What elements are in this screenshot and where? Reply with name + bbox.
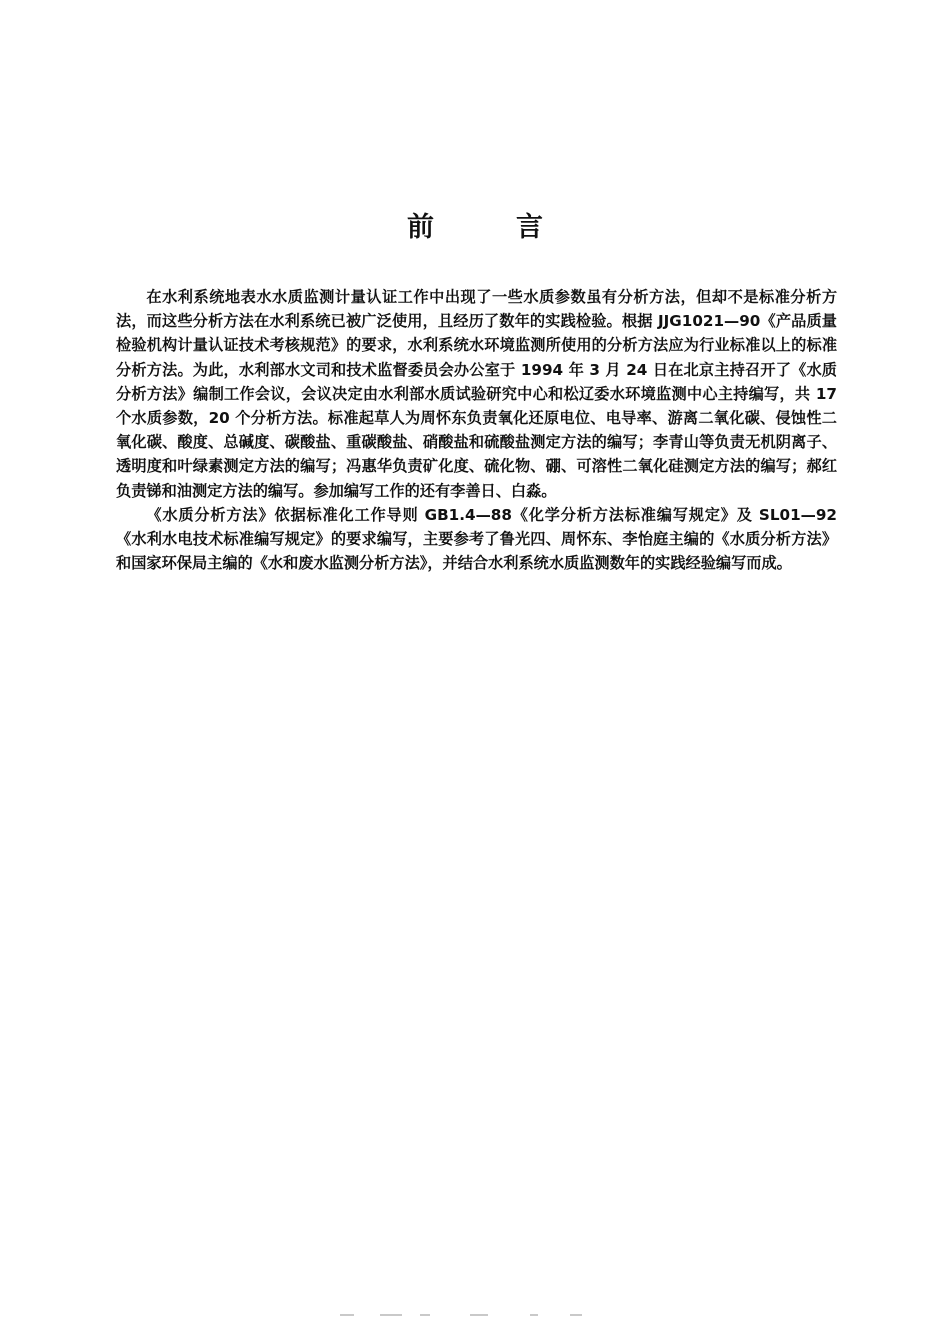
paragraph-1: 在水利系统地表水水质监测计量认证工作中出现了一些水质参数虽有分析方法，但却不是标准分析方法，而这些分析方法在水利系统已被广泛使用，且经历了数年的实践检验。根据 JJG1021—90《产品质量检验机构计量认证技术考核规范》的要求，水利系统水环境监测所使用的分析方法应为行业标准以上的标准分析方法。为此，水利部水文司和技术监督委员会办公室于 1994 年 3 月 24 日在北京主持召开了《水质分析方法》编制工作会议，会议决定由水利部水质试验研究中心和松辽委水环境监测中心主持编写，共 17 个水质参数，20 个分析方法。标准起草人为周怀东负责氧化还原电位、电导率、游离二氧化碳、侵蚀性二氧化碳、酸度、总碱度、碳酸盐、重碳酸盐、硝酸盐和硫酸盐测定方法的编写；李青山等负责无机阴离子、透明度和叶绿素测定方法的编写；冯惠华负责矿化度、硫化物、硼、可溶性二氧化硅测定方法的编写；郝红负责锑和油测定方法的编写。参加编写工作的还有李善日、白淼。 (116, 288, 837, 500)
title-char-2: 言 (516, 212, 543, 243)
preface-body (116, 285, 837, 575)
scan-artifact (340, 1308, 600, 1322)
paragraph-2: 《水质分析方法》依据标准化工作导则 GB1.4—88《化学分析方法标准编写规定》及 SL01—92《水利水电技术标准编写规定》的要求编写，主要参考了鲁光四、周怀东、李怡庭主编的《水质分析方法》和国家环保局主编的《水和废水监测分析方法》，并结合水利系统水质监测数年的实践经验编写而成。 (116, 505, 837, 573)
title-char-1: 前 (407, 212, 434, 243)
page-title (0, 205, 950, 244)
